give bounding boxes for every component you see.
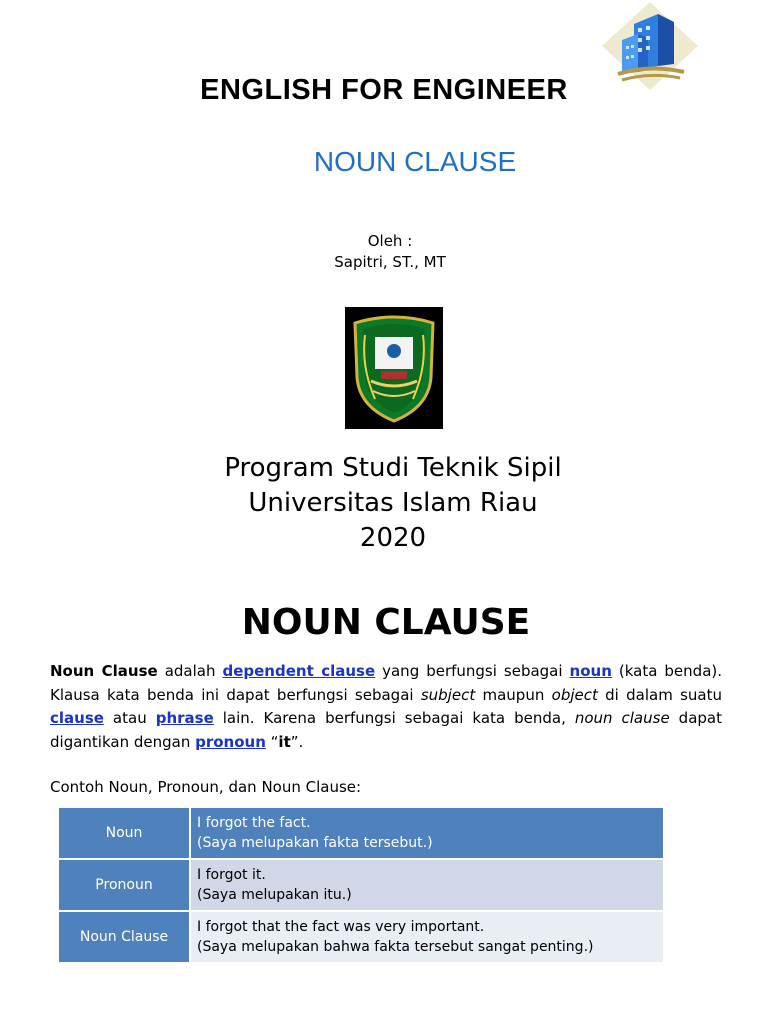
term-noun-clause: Noun Clause: [50, 662, 158, 680]
example-english: I forgot it.: [197, 867, 266, 883]
term-it: it: [278, 732, 291, 751]
author-label: Oleh :: [367, 232, 413, 250]
intro-text: di dalam suatu: [597, 685, 722, 704]
intro-text: “: [265, 732, 279, 751]
term-noun-clause-italic: noun clause: [574, 709, 670, 727]
intro-text: yang berfungsi sebagai: [375, 662, 570, 680]
row-example: [190, 859, 664, 911]
intro-text: (kata benda). Klausa kata benda ini dapat berfungsi sebagai: [50, 662, 723, 704]
program-name: Program Studi Teknik Sipil: [224, 453, 562, 483]
author-name: Sapitri, ST., MT: [334, 253, 446, 271]
table-row: [58, 807, 664, 859]
row-header: Noun Clause: [58, 911, 190, 963]
table-row: [58, 859, 664, 911]
university-name: Universitas Islam Riau: [248, 488, 538, 518]
example-indonesian: (Saya melupakan itu.): [197, 887, 352, 903]
term-subject: subject: [420, 685, 476, 704]
example-indonesian: (Saya melupakan bahwa fakta tersebut sangat penting.): [197, 939, 594, 955]
link-pronoun[interactable]: pronoun: [195, 732, 266, 751]
intro-text: atau: [103, 709, 156, 727]
university-emblem-icon: [345, 307, 443, 429]
examples-table: [57, 806, 665, 964]
intro-text: dapat digantikan dengan: [50, 709, 722, 751]
term-object: object: [551, 685, 598, 704]
intro-text: ”.: [290, 732, 304, 751]
year: 2020: [359, 523, 427, 553]
intro-text: maupun: [475, 685, 552, 704]
intro-paragraph: [50, 660, 722, 754]
building-logo-icon: [600, 0, 700, 92]
example-indonesian: (Saya melupakan fakta tersebut.): [197, 835, 433, 851]
table-row: [58, 911, 664, 963]
example-english: I forgot that the fact was very important.: [197, 919, 485, 935]
row-example: [190, 807, 664, 859]
section-title: NOUN CLAUSE: [241, 602, 531, 643]
example-caption: Contoh Noun, Pronoun, dan Noun Clause:: [50, 778, 362, 796]
link-phrase[interactable]: phrase: [155, 709, 214, 727]
document-subtitle: NOUN CLAUSE: [313, 146, 517, 177]
row-example: [190, 911, 664, 963]
link-noun[interactable]: noun: [569, 662, 612, 680]
link-dependent-clause[interactable]: dependent clause: [222, 662, 376, 680]
row-header: Pronoun: [58, 859, 190, 911]
link-clause[interactable]: clause: [50, 709, 104, 727]
example-english: I forgot the fact.: [197, 815, 311, 831]
document-title: ENGLISH FOR ENGINEER: [200, 74, 568, 106]
row-header: Noun: [58, 807, 190, 859]
intro-text: lain. Karena berfungsi sebagai kata benda,: [213, 709, 575, 727]
intro-text: adalah: [157, 662, 223, 680]
